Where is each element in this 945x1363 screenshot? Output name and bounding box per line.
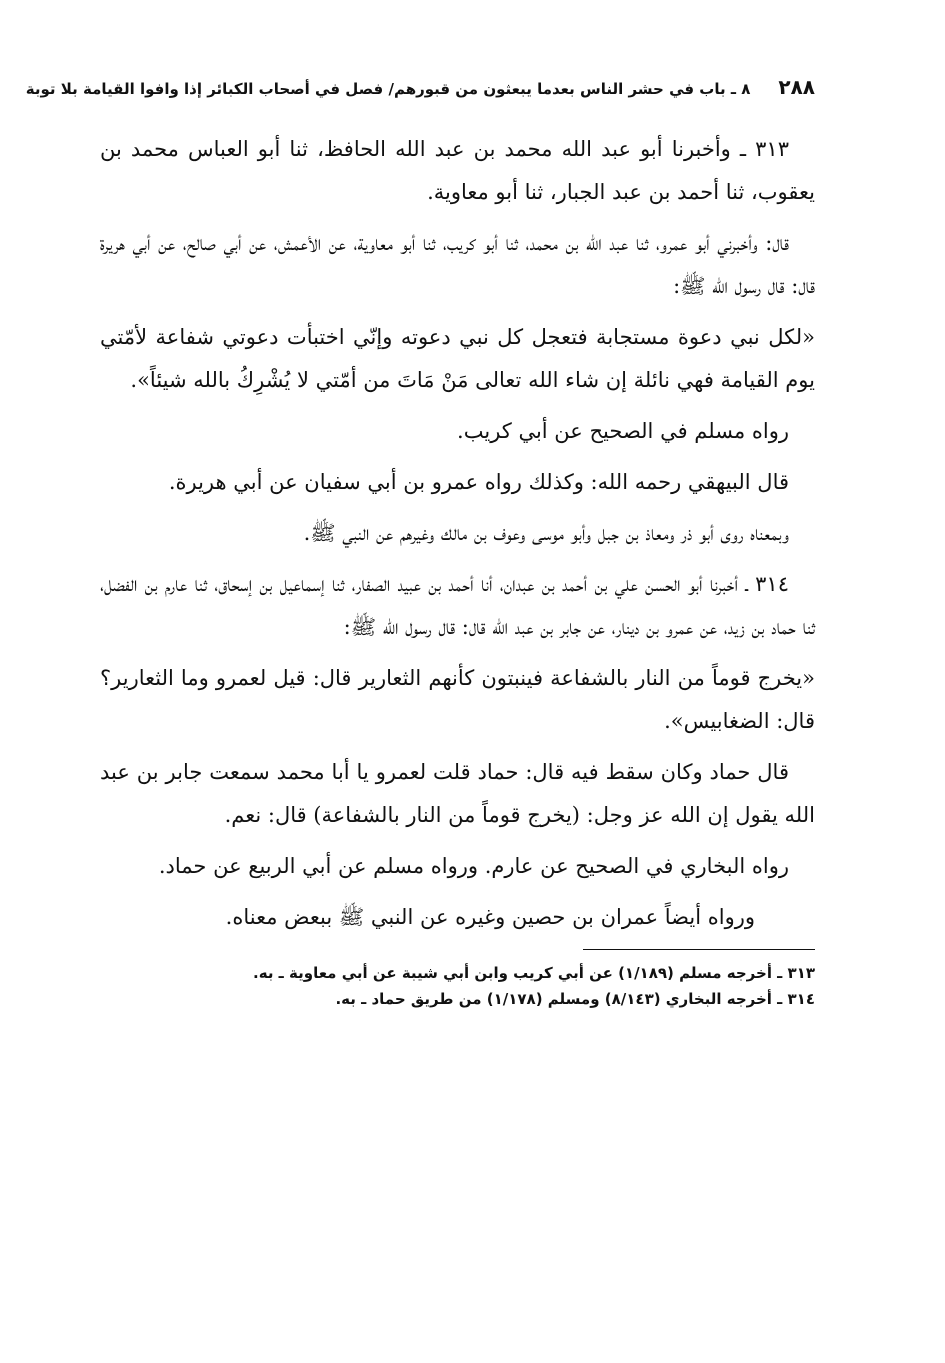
paragraph-hadith-314-text: «يخرج قوماً من النار بالشفاعة فينبتون كأنهم الثعارير قال: قيل لعمرو وما الثعارير؟ قال: الضغابيس».: [100, 666, 815, 733]
paragraph-hadith-313: ٣١٣ ـ وأخبرنا أبو عبد الله محمد بن عبد الله الحافظ، ثنا أبو العباس محمد بن يعقوب، ثنا أحمد بن عبد الجبار، ثنا أبو معاوية.: [100, 137, 815, 204]
paragraph-bayhaqi-note: قال البيهقي رحمه الله: وكذلك رواه عمرو بن أبي سفيان عن أبي هريرة.: [168, 470, 789, 494]
paragraph-imran-narration: ورواه أيضاً عمران بن حصين وغيره عن النبي ﷺ ببعض معناه.: [225, 905, 755, 929]
footnote-divider: [583, 949, 815, 950]
footnote-313: ٣١٣ ـ أخرجه مسلم (١/١٨٩) عن أبي كريب وابن أبي شيبة عن أبي معاوية ـ به.: [253, 964, 815, 982]
paragraph-muslim-narration: رواه مسلم في الصحيح عن أبي كريب.: [457, 419, 789, 443]
running-header: [25, 70, 815, 104]
book-page: [25, 70, 815, 1012]
footnotes: [100, 960, 815, 1012]
paragraph-hadith-text: «لكل نبي دعوة مستجابة فتعجل كل نبي دعوته وإنّي اختبأت دعوتي شفاعة لأمّتي يوم القيامة فهي نائلة إن شاء الله تعالى مَنْ مَاتَ من أمّتي لا يُشْرِكُ بالله شيئاً».: [100, 325, 815, 392]
page-number: ٢٨٨: [778, 75, 815, 99]
paragraph-meaning-narrators: وبمعناه روى أبو ذر ومعاذ بن جبل وأبو موسى وعوف بن مالك وغيرهم عن النبي ﷺ.: [303, 521, 789, 545]
footnote-314: ٣١٤ ـ أخرجه البخاري (٨/١٤٣) ومسلم (١/١٧٨) من طريق حماد ـ به.: [335, 990, 815, 1008]
paragraph-isnad: قال: وأخبرني أبو عمرو، ثنا عبد الله بن محمد، ثنا أبو كريب، ثنا أبو معاوية، عن الأعمش، عن أبي صالح، عن أبي هريرة قال: قال رسول الله ﷺ:: [100, 231, 815, 298]
paragraph-hammad-note: قال حماد وكان سقط فيه قال: حماد قلت لعمرو يا أبا محمد سمعت جابر بن عبد الله يقول إن الله عز وجل: (يخرج قوماً من النار بالشفاعة) قال: نعم.: [100, 760, 815, 827]
chapter-title: ٨ ـ باب في حشر الناس بعدما يبعثون من قبورهم/ فصل في أصحاب الكبائر إذا وافوا القيامة بلا توبة: [25, 80, 751, 98]
paragraph-hadith-314: ٣١٤ ـ أخبرنا أبو الحسن علي بن أحمد بن عبدان، أنا أحمد بن عبيد الصفار، ثنا إسماعيل بن إسحاق، ثنا عارم بن الفضل، ثنا حماد بن زيد، عن عمرو بن دينار، عن جابر بن عبد الله قال: قال رسول الله ﷺ:: [100, 572, 815, 639]
main-text: [100, 128, 815, 939]
paragraph-bukhari-narration: رواه البخاري في الصحيح عن عارم. ورواه مسلم عن أبي الربيع عن حماد.: [158, 854, 789, 878]
